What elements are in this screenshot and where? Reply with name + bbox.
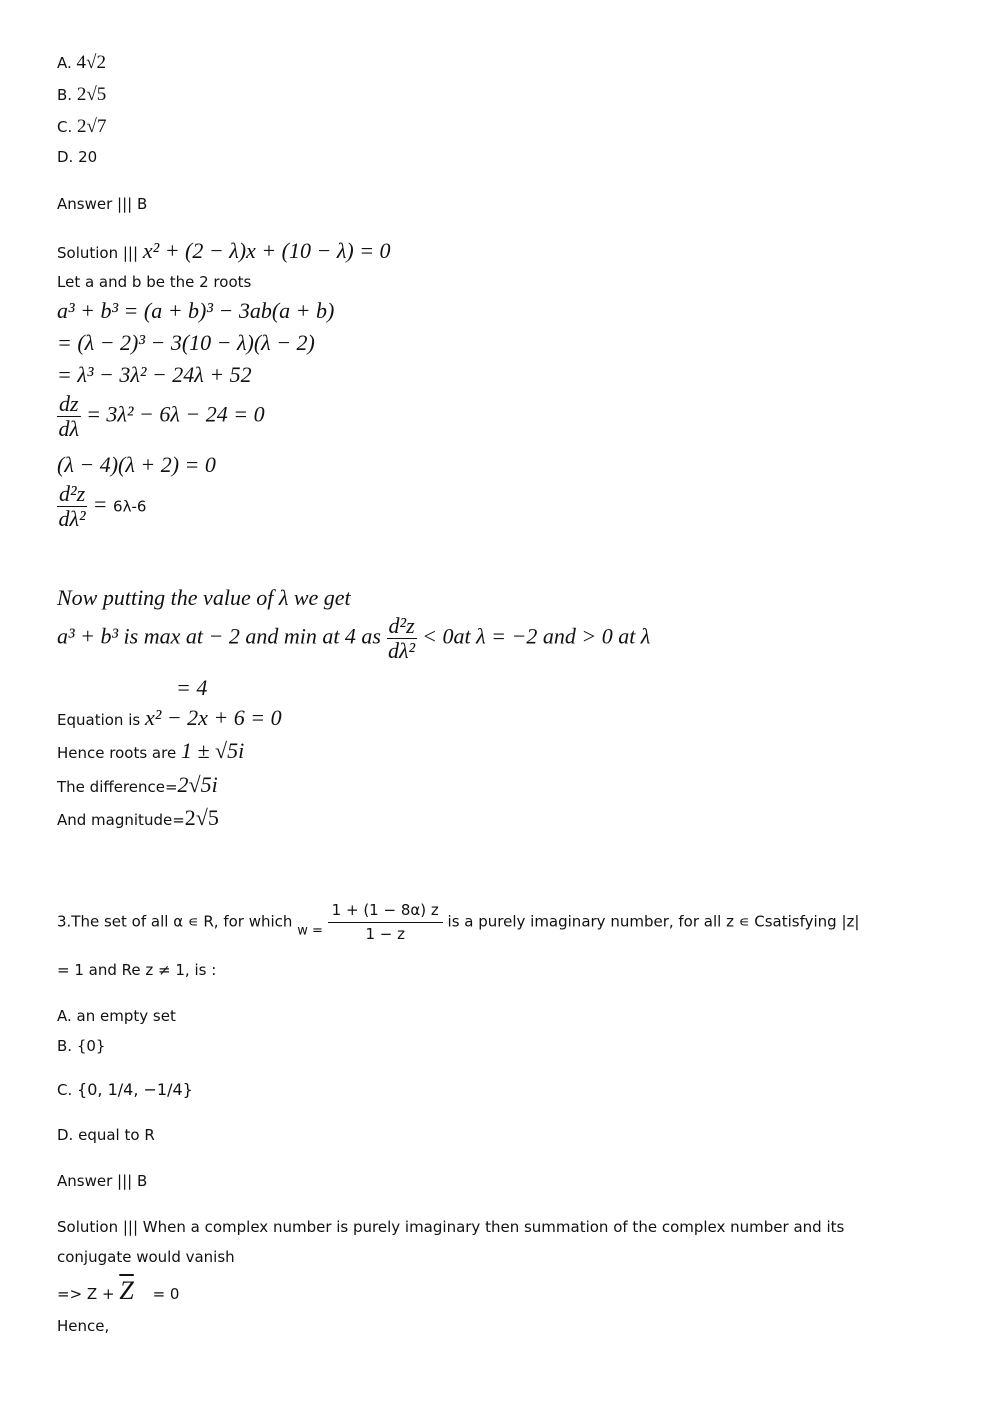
label: The difference= [57,778,178,796]
implication-line [57,1276,179,1306]
text: is a purely imaginary number, for all z ∊ Csatisfying |z| [447,912,860,931]
option-value: 4√2 [76,52,106,73]
equals: = [92,491,108,517]
fraction [57,482,87,531]
option-c [57,116,106,138]
option-value: equal to R [78,1126,155,1144]
option-d [57,1126,155,1144]
fraction [328,902,443,942]
equation: x² − 2x + 6 = 0 [144,705,282,730]
equation: = (λ − 2)³ − 3(10 − λ)(λ − 2) [57,330,315,355]
text-line: Hence, [57,1317,110,1335]
value: 1 ± √5i [180,738,245,763]
option-label: B. [57,1037,73,1055]
option-label: A. [57,54,72,72]
magnitude-line [57,805,219,831]
conjugate-z: $\overline{Z}$ [119,1276,134,1305]
option-b [57,84,106,106]
text-line: = 4 [176,675,208,700]
equation: (λ − 4)(λ + 2) = 0 [57,452,216,477]
text: < 0at λ = −2 and > 0 at λ [422,623,651,649]
label: Hence roots are [57,744,177,762]
equation: a³ + b³ = (a + b)³ − 3ab(a + b) [57,298,335,323]
solution-line: Solution ||| When a complex number is purely imaginary then summation of the complex number and its [57,1218,845,1236]
w-label: w = [297,923,323,939]
answer: Answer ||| B [57,1172,148,1190]
option-a [57,52,106,74]
option-value: an empty set [76,1007,176,1025]
option-value: 20 [78,148,98,166]
fraction [57,392,81,441]
text: a³ + b³ is max at − 2 and min at 4 as [57,623,381,649]
numerator: 1 + (1 − 8α) z [328,902,443,923]
roots-line [57,738,244,764]
option-value: {0} [76,1037,106,1055]
option-label: D. [57,1126,74,1144]
equation: x² + (2 − λ)x + (10 − λ) = 0 [142,238,391,263]
numerator: d²z [388,613,415,638]
denominator: 1 − z [365,924,405,943]
option-label: B. [57,86,73,104]
option-value: 2√5 [76,84,107,105]
denominator: dλ² [388,638,416,664]
numerator: d²z [59,481,86,506]
option-c [57,1080,193,1099]
value: 2√5i [177,772,218,797]
text: 3.The set of all α ∊ R, for which [57,912,293,931]
text-line: = 1 and Re z ≠ 1, is : [57,961,217,979]
solution-label: Solution ||| [57,244,139,262]
text: => Z + [57,1285,115,1303]
rhs: 6λ-6 [113,497,147,516]
option-label: C. [57,1081,73,1099]
equation-line [57,705,282,731]
solution-line [57,238,391,264]
option-value: {0, 1/4, −1/4} [77,1080,193,1099]
option-b [57,1037,105,1055]
option-label: C. [57,118,73,136]
answer: Answer ||| B [57,195,148,213]
option-a [57,1007,176,1025]
value: 2√5 [184,805,219,830]
option-d [57,148,97,166]
denominator: dλ [58,416,80,442]
label: Equation is [57,711,141,729]
text-line: conjugate would vanish [57,1248,235,1266]
option-label: D. [57,148,74,166]
rhs: = 3λ² − 6λ − 24 = 0 [86,401,265,427]
option-value: 2√7 [77,116,107,137]
option-label: A. [57,1007,72,1025]
label: And magnitude= [57,811,185,829]
text: = 0 [152,1285,180,1303]
text-line: Now putting the value of λ we get [57,585,351,610]
question-3 [57,902,859,942]
equation: = λ³ − 3λ² − 24λ + 52 [57,362,252,387]
maxmin-line [57,614,650,663]
second-derivative-eq [57,482,146,531]
numerator: dz [59,391,79,416]
text-line: Let a and b be the 2 roots [57,273,252,291]
derivative-eq [57,392,265,441]
difference-line [57,772,218,798]
fraction [387,614,417,663]
denominator: dλ² [58,506,86,532]
